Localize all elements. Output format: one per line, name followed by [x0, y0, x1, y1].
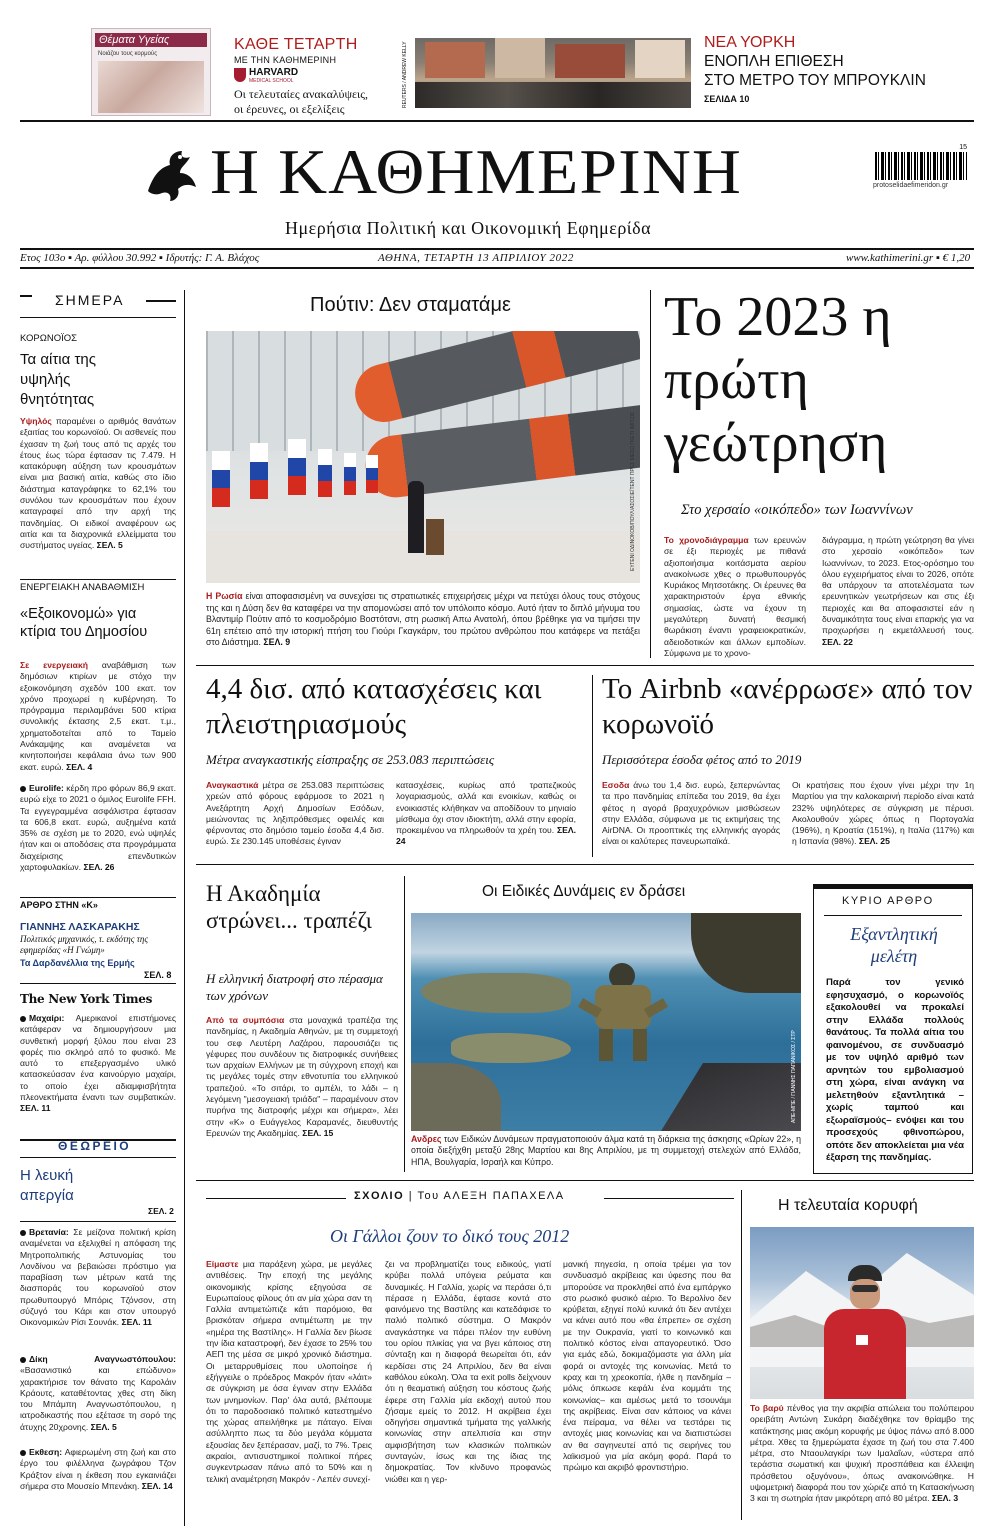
- seizures-text-col2: κατασχέσεις, κυρίως από τραπεζικούς λογαριασμούς, αλλά και ενοικίων, καθώς οι ενοικιαστές κλήθηκαν να αποδίδουν το μηνιαίο μίσθωμα όχι στον ιδιοκτήτη, αλλά στην εφορία, προκειμένου να πληρωθούν τα χρέη του. ΣΕΛ. 24: [396, 780, 576, 847]
- sidebar-kicker-article: ΑΡΘΡΟ ΣΤΗΝ «Κ»: [20, 900, 98, 910]
- sidebar-article-title[interactable]: Τα Δαρδανέλλια της Ερμής: [20, 958, 135, 968]
- dateline-left: Ετος 103ο ▪ Αρ. φύλλου 30.992 ▪ Ιδρυτής: Γ. Α. Βλάχος: [20, 252, 260, 264]
- harvard-brand-sub: MEDICAL SCHOOL: [249, 78, 294, 84]
- drilling-subhead: Στο χερσαίο «οικόπεδο» των Ιωαννίνων: [681, 502, 913, 518]
- brooklyn-street-photo: [415, 38, 691, 108]
- masthead-title: Η ΚΑΘΗΜΕΡΙΝΗ: [210, 136, 742, 207]
- barcode: [875, 146, 967, 188]
- nyt-logo: The New York Times: [20, 992, 153, 1006]
- teaser-right-line2: ΣΤΟ ΜΕΤΡΟ ΤΟΥ ΜΠΡΟΥΚΛΙΝ: [704, 72, 926, 89]
- sidebar-title-mortality[interactable]: Τα αίτια της υψηλής θνητότητας: [20, 351, 96, 408]
- barcode-site: protoselidaefimeridon.gr: [873, 182, 949, 189]
- parachute-jump-photo: [411, 913, 801, 1131]
- harvard-shield-icon: [234, 68, 246, 82]
- russian-flag-5: [344, 453, 356, 495]
- podium: [426, 519, 444, 555]
- academy-subhead: Η ελληνική διατροφή στο πέρασμα των χρόνων: [206, 971, 383, 1003]
- editorial-box: [813, 884, 973, 1174]
- sidebar-theatre-header: ΘΕΩΡΕΙΟ: [58, 1139, 132, 1153]
- barcode-number: 15: [959, 144, 967, 151]
- masthead-subtitle: Ημερήσια Πολιτική και Οικονομική Εφημερίδα: [285, 218, 652, 238]
- harvard-brand: HARVARD: [249, 67, 299, 78]
- dateline-center: ΑΘΗΝΑ, ΤΕΤΑΡΤΗ 13 ΑΠΡΙΛΙΟΥ 2022: [378, 252, 574, 264]
- magazine-cover-image: [91, 28, 211, 116]
- special-forces-credit: ΑΠΕ-ΜΠΕ / ΓΙΑΝΝΗΣ ΠΑΠΑΝΙΚΟΣ / ΣΤΡ: [791, 1030, 797, 1123]
- aircraft-ramp: [661, 1063, 801, 1131]
- russian-flag-6: [366, 455, 378, 493]
- special-forces-headline[interactable]: Οι Ειδικές Δυνάμεις εν δράσει: [482, 883, 686, 900]
- sidebar-text-exhibition: Εκθεση: Αφιερωμένη στη ζωή και στο έργο του φιλέλληνα ζωγράφου Τζον Κράξτον είναι η έκθεση που εγκαινιάζει σήμερα στο Μουσείο Μπενάκη. ΣΕΛ. 14: [20, 1447, 176, 1491]
- magazine-photo: [98, 61, 204, 113]
- drilling-headline[interactable]: Το 2023 η πρώτη γεώτρηση: [664, 286, 892, 474]
- comment-col1: Είμαστε μια παράξενη χώρα, με μεγάλες αντιθέσεις. Την εποχή της μεγάλης οικονομικής κρίσης εξηγούσα σε Ευρωπαίους φίλους ότι αν μία χώρα σαν τη Γαλλία αντιμετώπιζε κάτι παρόμοιο, θα βρισκόταν σήμερα αντιμέτωπη με την «ημέρα της Βαστίλης». Η Γαλλία δεν βίωσε την ίδια καταστροφή, δεν έχασε το 25% του ΑΕΠ της μέσα σε μικρό χρονικό διάστημα. Οι μεταρρυθμίσεις που υλοποίησε ή εξήγγειλε ο πρόεδρος Μακρόν ήταν «λάιτ» σε σύγκριση με όσα έγιναν στην Ελλάδα των μνημονίων. Παρ' όλα αυτά, βλέπουμε ότι το παροδοσιακό πολιτικό κατεστημένο της χώρας απειλήθηκε με πάταγο. Είναι ασύλληπτο πως τα δύο μεγάλα κόμματα εξουσίας δεν ξεπέρασαν, μαζί, το 7%. Τρεις ακραίοι, αντισυστημικοί πολιτικοί πήρες συγκεντρωσαν πάνω από το 50% και η τελική αναμέτρηση Μακρόν - Λεπέν συνεχί-: [206, 1259, 372, 1484]
- dateline-right: www.kathimerini.gr ▪ € 1,20: [846, 252, 971, 264]
- comment-col2: ζει να προβληματίζει τους ειδικούς, γιατί κρύβει πολλά υπόγεια ρεύματα και δυναμικές. Η Γαλλία, χωρίς να περάσει ό,τι πέρασε η Ελλάδα, έφτασε κοντά στο φαινόμενο της Βαστίλης και κατεδάφισε το παλιό πολιτικό σύστημα. Ο Μακρόν αναγκάστηκε να πάρει πλέον την ευθύνη του ορίου πλικίας για να βγει κάποιος στη σύνταξη και η διαφορά θεωρείται ότι, εάν κερδίσει στις 24 Απριλίου, δεν θα είναι καθόλου εύκολη. Όλα τα exit polls δείχνουν ότι η θεαματική αύξηση του κόστους ζωής έφερε στη Γαλλία μία εκδοχή αυτού που ζήσαμε εμείς το 2012. Η ακρίβεια έχει οδηγήσει σημαντικά τμήματα της γαλλικής κοινωνίας στην απελπισία και στην αμφισβήτηση των κλασικών πολιτικών συνταγών, ίσως και της ίδιας της δημοκρατίας. Τον κίνδυνο προφανώς νιώθει και η γερ-: [385, 1259, 551, 1484]
- building-shape: [425, 42, 485, 78]
- putin-headline[interactable]: Πούτιν: Δεν σταματάμε: [310, 294, 511, 316]
- summit-text: Το βαρύ πένθος για την ακριβία απώλεια του πολύπειρου ορειβάτη Αντώνη Συκάρη διαδέχθηκε τον θρίαμβο της κατάκτησης μιας ακόμη κορυφής με ύψος πάνω από 8.000 μέτρα. Χθες τα ξημερώματα έχασε τη ζωή του στα 7.400 μέτρα, στο Νταουλαγκίρι των Ιμαλαΐων, «ύστερα από τεράστια σωματική και ψυχική προσπάθεια και έλλειψη πρόσθετου οξυγόνου», όπως ανακοινώθηκε. Η υψομετρική διαφορά που τον χώριζε από τη Κατασκήνωση 3 και τη σωτηρία ήταν μικρότερη από 80 μέτρα. ΣΕΛ. 3: [750, 1403, 974, 1504]
- building-shape: [495, 38, 545, 78]
- crowd-shape: [415, 82, 691, 108]
- teaser-right[interactable]: [402, 28, 962, 116]
- seizures-subhead: Μέτρα αναγκαστικής είσπραξης σε 253.083 περιπτώσεις: [206, 752, 495, 767]
- teaser-left-desc1: Οι τελευταίες ανακαλύψεις,: [234, 87, 368, 101]
- sidebar-title-savings[interactable]: «Εξοικονομώ» για κτίρια του Δημοσίου: [20, 606, 148, 640]
- russian-flag-4: [318, 449, 332, 497]
- comment-author: Του ΑΛΕΞΗ ΠΑΠΑΧΕΛΑ: [417, 1190, 565, 1202]
- sidebar-kicker-energy: ΕΝΕΡΓΕΙΑΚΗ ΑΝΑΒΑΘΜΙΣΗ: [20, 582, 145, 593]
- building-shape: [635, 40, 685, 78]
- comment-col3: μανική πηγεσία, η οποία τρέμει για τον συνδυασμό ακρίβειας και ύφεσης που θα μπορούσε να προκληθεί από ένα εμπάργκο στο ρωσικό φυσικό αέριο. Το Βερολίνο δεν κρύβεται, εξηγεί πολύ κυνικά ότι δεν αντέχει να κάνει αυτό που «θα έπρεπε» σε σχέση με την Ουκρανία, γιατί το κοινωνικό και πολιτικό κόστος είναι απαγορευτικό. Όσο για εμάς εδώ, δοκιμαζόμαστε για άλλη μία φορά οι αντοχές της κοινωνίας. Μετά το κραχ και τη χρεοκοπία, ήλθε η πανδημία –μόλις όπκωσε κεφάλι ένα κομμάτι της κοινωνίας– και αμέσως μετά το τσουνάμι της ακρίβειας. Είναι σαν κάποιος να κάνει ένα πείραμα, να θέλει να τεστάρει τις αντοχές μιας κοινωνίας και να διαπιστώσει αν θα σαγηνευτεί από τις σειρήνες του λαϊκισμού για μία ακόμη φορά. Παρά το πρώιμο και ακριβό φροντιστήριο.: [563, 1259, 731, 1473]
- island-shape: [421, 973, 571, 1013]
- editorial-title[interactable]: Εξαντλητική μελέτη: [850, 924, 938, 966]
- drilling-text-col2: διάγραμμα, η πρώτη γεώτρηση θα γίνει στο χερσαίο «οικόπεδο» των Ιωαννίνων, το 2023. Ετος-ορόσημο του όλου εγχειρήματος είναι το 2026, οπότε θα υπάρχουν τα αποτελέσματα των ερευνητικών γεωτρήσεων και στις έξι περιοχές και θα αποφασιστεί εάν η δυναμικότητα τους είναι επαρκής για να προχωρήσει η εκμετάλλευσή τους. ΣΕΛ. 22: [822, 535, 974, 647]
- teaser-left-line2: ΜΕ ΤΗΝ ΚΑΘΗΜΕΡΙΝΗ: [234, 55, 337, 65]
- sidebar-text-knife: Μαχαίρι: Αμερικανοί επιστήμονες κατάφεραν να δημιουργήσουν μια συνθετική μορφή ξύλου που είναι 23 φορές πιο σκληρό από το φυσικό. Με αυτό το επεξεργασμένο υλικό κατασκεύασαν ένα καινούργιο μαχαίρι, το οποίο έχει αδιαμφισβήτητα πλεονεκτήματα έναντι των συμβατικών. ΣΕΛ. 11: [20, 1013, 176, 1114]
- magazine-title: Θέματα Υγείας: [95, 33, 207, 47]
- building-shape: [555, 44, 625, 78]
- teaser-right-kicker: ΝΕΑ ΥΟΡΚΗ: [704, 34, 796, 51]
- teaser-left-kicker: ΚΑΘΕ ΤΕΤΑΡΤΗ: [234, 36, 358, 53]
- sidebar-author: ΓΙΑΝΝΗΣ ΛΑΣΚΑΡΑΚΗΣ: [20, 921, 140, 933]
- sidebar-strike-page: ΣΕΛ. 2: [148, 1206, 174, 1216]
- airbnb-subhead: Περισσότερα έσοδα φέτος από το 2019: [602, 752, 802, 767]
- comment-title[interactable]: Οι Γάλλοι ζουν το δικό τους 2012: [330, 1226, 570, 1246]
- teaser-credit: REUTERS / ANDREW KELLY: [402, 41, 408, 108]
- putin-photo-credit: ΕΥΓΕΝΙ ΟΔΙΝΟΚΟΒ/ΠΟΥΛ/ΑΣΟΣΙΕΪΤΕΝΤ ΠΡΕΣ ΜΕΣΩ ΓΚΕΤΙ ΙΜΙΤΖΙΣ: [630, 411, 636, 571]
- barcode-bars: [875, 152, 967, 180]
- sidebar-title-strike[interactable]: Η λευκή απεργία: [20, 1167, 74, 1204]
- editorial-text: Παρά τον γενικό εφησυχασμό, ο κορωνοϊός εξακολουθεί να προκαλεί στην Ελλάδα πολλούς θανάτους. Τα πολλά αίτια του φαινομένου, σε συνδυασμό με τον υψηλό αριθμό των αρνητών του εμβολιασμού στη χώρα, είναι ανάγκη να μελετηθούν εξαντλητικά –χωρίς ταμπού και εξωραϊσμούς– ενόψει και του προσεχούς φθινοπώρου, οπότε δεν αποκλείεται μια νέα έξαρση της πανδημίας.: [826, 977, 964, 1163]
- airbnb-headline[interactable]: Το Airbnb «ανέρρωσε» από τον κορωνοϊό: [602, 673, 973, 740]
- comment-header: ΣΧΟΛΙΟ | Του ΑΛΕΞΗ ΠΑΠΑΧΕΛΑ: [354, 1190, 565, 1202]
- special-forces-caption: Ανδρες των Ειδικών Δυνάμεων πραγματοποιούν άλμα κατά τη διάρκεια της άσκησης «Ωρίων 22», η οποία διεξήχθη μεταξύ 28ης Μαρτίου και 8ης Απριλίου, με τη συμμετοχή στελεχών από Ελλάδα, ΗΠΑ, Βουλγαρία, Ισραήλ και Κύπρο.: [411, 1134, 801, 1167]
- russian-flag-3: [288, 439, 306, 495]
- airbnb-text-col2: Οι κρατήσεις που έχουν γίνει μέχρι την 1η Μαρτίου για την καλοκαιρινή περίοδο είναι κατά 232% υψηλότερες σε σύγκριση με πέρυσι. Ακολουθούν χώρες όπως η Πορτογαλία (196%), η Κροατία (151%), η Ιταλία (117%) και η Ισπανία (98%). ΣΕΛ. 25: [792, 780, 974, 847]
- teaser-left-desc2: οι έρευνες, οι εξελίξεις: [234, 102, 345, 116]
- editorial-header: ΚΥΡΙΟ ΑΡΘΡΟ: [842, 895, 934, 907]
- jumper-figure: [579, 963, 669, 1063]
- rocket-hangar-photo: [206, 331, 640, 583]
- airbnb-text-col1: Εσοδα άνω του 1,4 δισ. ευρώ, ξεπερνώντας τα προ πανδημίας επίπεδα του 2019, θα έχει φέτος η αγορά βραχυχρόνιων μισθώσεων στην Ελλάδα, σύμφωνα με τις εκτιμήσεις της AirDNA. Οι προοπτικές της ελληνικής αγοράς είναι οι καλύτερες πανευρωπαϊκά.: [602, 780, 780, 847]
- comment-label: ΣΧΟΛΙΟ: [354, 1190, 405, 1202]
- russian-flag-2: [250, 443, 268, 499]
- jumper-figure-2: [691, 913, 801, 993]
- seizures-text-col1: Αναγκαστικά μέτρα σε 253.083 περιπτώσεις χρεών από φόρους εφάρμοσε το 2021 η Ανεξάρτητη Αρχή Δημοσίων Εσόδων, μειώνοντας τις ληξιπρόθεσμες οφειλές και φέρνοντας στο δημόσιο ταμείο έσοδα 4,4 δισ. ευρώ. Σε 230.145 υποθέσεις έγιναν: [206, 780, 384, 847]
- drilling-text-col1: Το χρονοδιάγραμμα των ερευνών σε έξι περιοχές με πιθανά αξιοποιήσιμα κοιτάσματα αερίου ανακοίνωσε χθες ο πρωθυπουργός Κυριάκος Μητσοτάκης. Οι έρευνες θα χαρακτηριστούν έργα εθνικής σημασίας, ώστε να έχουν τη μεγαλύτερη δυνατή θεσμική θωράκιση έναντι γραφειοκρατικών, αδειοδοτικών και άλλων εμποδίων. Σύμφωνα με το χρονο-: [664, 535, 806, 658]
- magazine-line: Νοιάζου τους κορμούς: [98, 51, 158, 57]
- teaser-right-line1: ΕΝΟΠΛΗ ΕΠΙΘΕΣΗ: [704, 53, 844, 70]
- teaser-left[interactable]: [91, 28, 391, 116]
- sidebar-text-savings: Σε ενεργειακή αναβάθμιση των δημόσιων κτιρίων με στόχο την εξοικονόμηση σχεδόν 100 εκατ. τον χρόνο προχωρεί η κυβέρνηση. Το πρόγραμμα περιλαμβάνει 500 κτίρια συνολικής έκτασης 2,5 εκατ. τ.μ., χρηματοδοτείται από το Ταμείο Ανάκαμψης και αναμένεται να κινητοποιήσει κεφάλαια άνω των 900 εκατ. ευρώ. ΣΕΛ. 4: [20, 660, 176, 772]
- sidebar-article-page: ΣΕΛ. 8: [144, 970, 172, 980]
- teaser-right-page: ΣΕΛΙΔΑ 10: [704, 94, 750, 104]
- sidebar-kicker-coronavirus: ΚΟΡΩΝΟΪΟΣ: [20, 333, 78, 344]
- speaker-figure: [408, 481, 424, 553]
- sidebar-author-desc: Πολιτικός μηχανικός, τ. εκδότης της εφημερίδας «Η Γνώμη»: [20, 934, 148, 955]
- griffin-logo-icon: [140, 143, 204, 207]
- sidebar-header: ΣΗΜΕΡΑ: [55, 292, 125, 308]
- sidebar-text-mortality: Υψηλός παραμένει ο αριθμός θανάτων εξαιτίας του κορωνοϊού. Οι ασθενείς που έχασαν τη ζωή τους από τις αρχές του έτους έως τώρα έφτασαν τις 7.479. Η κατακόρυφη αύξηση των κρουσμάτων είναι μια βασική αιτία, καθώς στο ίδιο διάστημα καταγράφηκε το 62,1% του συνόλου των κρουσμάτων που έχουν καταγραφεί από την αρχή της πανδημίας. Οι ειδικοί αναφέρουν ως αιτία και τα διαχρονικά ελλείμματα του συστήματος υγείας. ΣΕΛ. 5: [20, 416, 176, 551]
- sidebar-text-trial: Δίκη Αναγνωστόπουλου: «Βασανιστικό και επώδυνο» χαρακτήρισε τον θάνατο της Καρολάιν Κράουτς, καταθέτοντας χθες στη δίκη του Μπάμπη Αναγνωστόπουλου, η ιατροδικαστής που εξέτασε τη σορό της άτυχης 20χρονης. ΣΕΛ. 5: [20, 1354, 176, 1432]
- summit-headline[interactable]: Η τελευταία κορυφή: [778, 1197, 918, 1214]
- putin-caption: Η Ρωσία είναι αποφασισμένη να συνεχίσει τις στρατιωτικές επιχειρήσεις μέχρι να πετύχει όλους τους στόχους της και η Δύση δεν θα καταφέρει να την απομονώσει από τον υπόλοιπο κόσμο. Αυτό ήταν το διπλό μήνυμα του Βλαντιμίρ Πούτιν από το κοσμοδρόμιο Βοστότσνι, στη ρωσική Απω Ανατολή, όπου βρέθηκε για να τιμήσει την 61η επέτειο από την ιστορική πτήση του Γιούρι Γκαγκάριν, του πρώτου ανθρώπου που κατάφερε να πετάξει στο Διάστημα. ΣΕΛ. 9: [206, 591, 641, 647]
- mountaineer-photo: [750, 1227, 974, 1399]
- coastline-shape: [411, 1063, 501, 1131]
- island-shape: [451, 1033, 571, 1063]
- academy-headline[interactable]: Η Ακαδημία στρώνει... τραπέζι: [206, 881, 372, 933]
- climber-figure: [820, 1265, 910, 1399]
- russian-flag-1: [212, 451, 230, 507]
- academy-text: Από τα συμπόσια στα μοναχικά τραπέζια της πανδημίας, η Ακαδημία Αθηνών, με τη συμμετοχή του σεφ Λευτέρη Λαζάρου, παρουσιάζει τις γέφυρες που συνδέουν τις διατροφικές συνήθειες των αρχαίων Ελλήνων με τη σύγχρονη εποχή και τις μεγάλες τομές στην εθνοτυπία του ελληνικού τραπεζιού. «Το σιτάρι, το αμπέλι, το λάδι – η λεγόμενη "μεσογειακή τριάδα" – παραμένουν στον πυρήνα της διατροφής μέχρι και σήμερα», λέει στην «Κ» ο Ευάγγελος Καραμανές, διευθυντής Ερευνών της Ακαδημίας. ΣΕΛ. 15: [206, 1015, 398, 1138]
- seizures-headline[interactable]: 4,4 δισ. από κατασχέσεις και πλειστηριασμούς: [206, 673, 542, 740]
- sidebar-text-eurolife: Eurolife: κέρδη προ φόρων 86,9 εκατ. ευρώ είχε το 2021 ο όμιλος Eurolife FFH. Τα εγγεγραμμένα ασφάλιστρα έφτασαν τα 606,8 εκατ. ευρώ, αυξημένα κατά 35% σε σχέση με το 2020, ενώ υψηλές ήταν και οι αποδόσεις στα προγράμματα διαχείρισης επενδυτικών χαρτοφυλακίων. ΣΕΛ. 26: [20, 783, 176, 873]
- sidebar-text-britain: Βρετανία: Σε μείζονα πολιτική κρίση αναμένεται να εξελιχθεί η απόφαση της Μητροπολιτικής Αστυνομίας του Λονδίνου να βεβαιώσει πρόστιμο για παραβίαση των μέτρων κατά της διασποράς του κορωνοϊού στον πρωθυπουργό Μπόρις Τζόνσον, στη σύζυγό του Κάρι και στον υπουργό Οικονομικών Ρίσι Σουνάκ. ΣΕΛ. 11: [20, 1227, 176, 1328]
